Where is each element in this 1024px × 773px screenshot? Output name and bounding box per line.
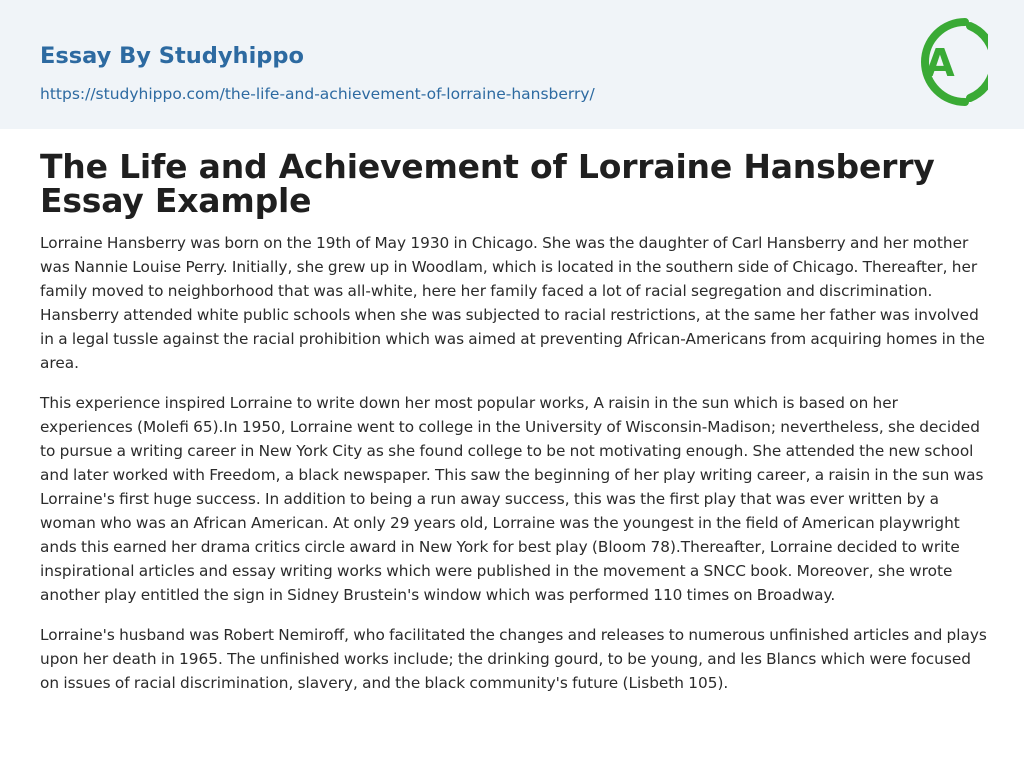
logo-letter: A — [925, 41, 955, 85]
article-paragraph: Lorraine Hansberry was born on the 19th of May 1930 in Chicago. She was the daughter of Carl Hansberry and her mother was Nannie Louise Perry. Initially, she grew up in Woodlam, which is located in the southern side of Chicago. Thereafter, her family moved to neighborhood that was all-white, here her family faced a lot of racial segregation and discrimination. Hansberry attended white public schools when she was subjected to racial restrictions, at the same her father was involved in a legal tussle against the racial prohibition which was aimed at preventing African-Americans from acquiring homes in the area. — [40, 234, 985, 372]
site-header — [0, 0, 1024, 129]
article-content — [40, 147, 988, 695]
site-title[interactable]: Essay By Studyhippo — [40, 43, 304, 69]
article-paragraph: Lorraine's husband was Robert Nemiroff, who facilitated the changes and releases to numerous unfinished articles and plays upon her death in 1965. The unfinished works include; the drinking gourd, to be young, and les Blancs which were focused on issues of racial discrimination, slavery, and the black community's future (Lisbeth 105). — [40, 626, 987, 692]
source-url-link[interactable]: https://studyhippo.com/the-life-and-achievement-of-lorraine-hansberry/ — [40, 85, 595, 103]
page-title: The Life and Achievement of Lorraine Hansberry Essay Example — [40, 147, 935, 220]
article-paragraph: This experience inspired Lorraine to write down her most popular works, A raisin in the sun which is based on her experiences (Molefi 65).In 1950, Lorraine went to college in the University of Wisconsin-Madison; nevertheless, she decided to pursue a writing career in New York City as she found college to be not motivating enough. She attended the new school and later worked with Freedom, a black newspaper. This saw the beginning of her play writing career, a raisin in the sun was Lorraine's first huge success. In addition to being a run away success, this was the first play that was ever written by a woman who was an African American. At only 29 years old, Lorraine was the youngest in the field of American playwright ands this earned her drama critics circle award in New York for best play (Bloom 78).Thereafter, Lorraine decided to write inspirational articles and essay writing works which were published in the movement a SNCC book. Moreover, she wrote another play entitled the sign in Sidney Brustein's window which was performed 110 times on Broadway. — [40, 394, 984, 604]
studyhippo-logo-icon[interactable] — [908, 18, 988, 106]
